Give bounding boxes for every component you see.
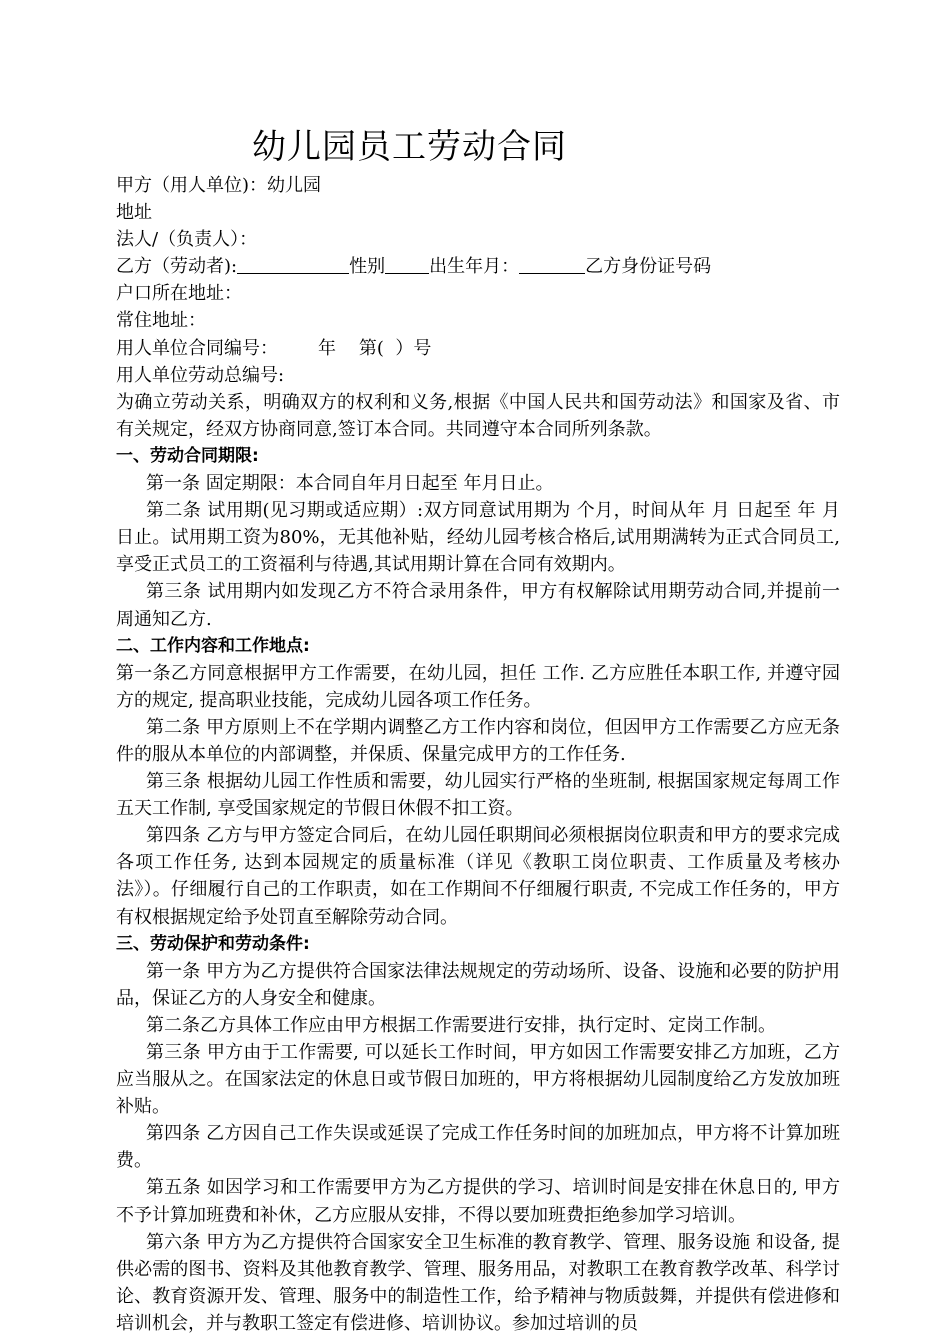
birth-blank <box>519 255 585 274</box>
section2-clause2: 第二条 甲方原则上不在学期内调整乙方工作内容和岗位，但因甲方工作需要乙方应无条件的服从本单位的内部调整，并保质、保量完成甲方的工作任务. <box>116 716 840 765</box>
section2-clause1: 第一条乙方同意根据甲方工作需要，在幼儿园，担任 工作. 乙方应胜任本职工作, 并遵守园方的规定, 提高职业技能，完成幼儿园各项工作任务。 <box>116 662 840 711</box>
hukou-address-line: 户口所在地址： <box>116 283 242 305</box>
section3-clause6: 第六条 甲方为乙方提供符合国家安全卫生标准的教育教学、管理、服务设施 和设备, 提供必需的图书、资料及其他教育教学、管理、服务用品，对教职工在教育教学改革、科学讨论、教育资源开发、管理、服务中的制造性工作，给予精神与物质鼓舞，并提供有偿进修和培训机会，并与教职工签定有偿进修、培训协议。参加过培训的员 <box>116 1231 840 1334</box>
total-number-line: 用人单位劳动总编号: <box>116 364 285 386</box>
section3-clause1: 第一条 甲方为乙方提供符合国家法律法规规定的劳动场所、设备、设施和必要的防护用品，保证乙方的人身安全和健康。 <box>116 960 840 1009</box>
birth-label: 出生年月： <box>429 256 520 278</box>
gender-label: 性别 <box>349 256 386 278</box>
document-title: 幼儿园员工劳动合同 <box>252 127 567 167</box>
section2-clause3: 第三条 根据幼儿园工作性质和需要，幼儿园实行严格的坐班制, 根据国家规定每周工作五天工作制, 享受国家规定的节假日休假不扣工资。 <box>116 771 840 820</box>
section1-heading: 一、劳动合同期限: <box>116 445 259 466</box>
preamble-paragraph: 为确立劳动关系，明确双方的权利和义务,根据《中国人民共和国劳动法》和国家及省、市有关规定，经双方协商同意,签订本合同。共同遵守本合同所列条款。 <box>116 391 840 440</box>
section1-clause3: 第三条 试用期内如发现乙方不符合录用条件，甲方有权解除试用期劳动合同,并提前一周通知乙方. <box>116 581 840 630</box>
legal-rep-line: 法人/（负责人）： <box>116 229 258 251</box>
address-line: 地址 <box>116 202 152 224</box>
id-label: 乙方身份证号码 <box>585 256 712 278</box>
party-b-label: 乙方（劳动者): <box>116 256 238 278</box>
section3-clause5: 第五条 如因学习和工作需要甲方为乙方提供的学习、培训时间是安排在休息日的, 甲方不予计算加班费和补休，乙方应服从安排，不得以要加班费拒绝参加学习培训。 <box>116 1177 840 1226</box>
party-b-line <box>116 253 840 280</box>
document-body <box>116 172 840 1337</box>
section1-clause1: 第一条 固定期限：本合同自年月日起至 年月日止。 <box>146 473 554 495</box>
gender-blank <box>385 255 429 274</box>
section2-heading: 二、工作内容和工作地点: <box>116 635 310 656</box>
section3-heading: 三、劳动保护和劳动条件: <box>116 933 310 954</box>
residence-address-line: 常住地址： <box>116 310 206 332</box>
section3-clause2: 第二条乙方具体工作应由甲方根据工作需要进行安排，执行定时、定岗工作制。 <box>146 1014 776 1036</box>
section3-clause3: 第三条 甲方由于工作需要, 可以延长工作时间，甲方如因工作需要安排乙方加班，乙方应当服从之。在国家法定的休息日或节假日加班的，甲方将根据幼儿园制度给乙方发放加班补贴。 <box>116 1042 840 1118</box>
name-blank <box>237 255 349 274</box>
section3-clause4: 第四条 乙方因自己工作失误或延误了完成工作任务时间的加班加点，甲方将不计算加班费。 <box>116 1123 840 1172</box>
party-a-line: 甲方（用人单位)：幼儿园 <box>116 175 322 196</box>
contract-number-line: 用人单位合同编号： 年 第( ）号 <box>116 337 432 359</box>
section1-clause2: 第二条 试用期(见习期或适应期）:双方同意试用期为 个月，时间从年 月 日起至 年 月日止。试用期工资为80%，无其他补贴，经幼儿园考核合格后,试用期满转为正式合同员工,享受正式员工的工资福利与待遇,其试用期计算在合同有效期内。 <box>116 500 840 576</box>
section2-clause4: 第四条 乙方与甲方签定合同后，在幼儿园任职期间必须根据岗位职责和甲方的要求完成各项工作任务, 达到本园规定的质量标准（详见《教职工岗位职责、工作质量及考核办法》）。仔细履行自己的工作职责，如在工作期间不仔细履行职责, 不完成工作任务的，甲方有权根据规定给予处罚直至解除劳动合同。 <box>116 825 840 928</box>
